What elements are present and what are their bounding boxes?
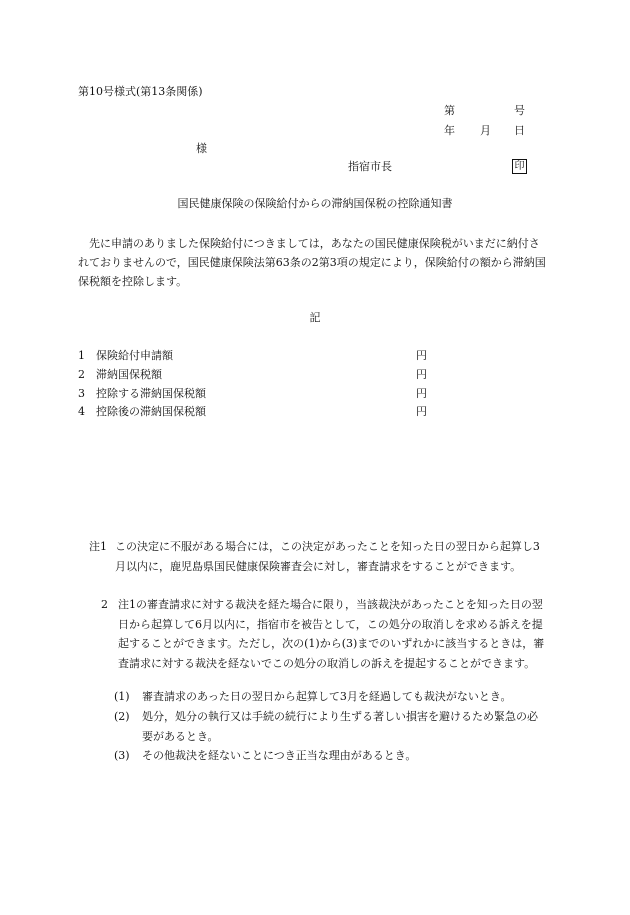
item-number: 2	[78, 368, 85, 381]
seal-glyph: 印	[512, 159, 527, 174]
body-paragraph: 先に申請のありました保険給付につきましては，あなたの国民健康保険税がいまだに納付されておりませんので，国民健康保険法第63条の2第3項の規定により，保険給付の額から滞納国保税額を控除します。	[78, 237, 546, 288]
sender-name: 指宿市長	[348, 160, 392, 173]
ki-heading: 記	[309, 311, 321, 324]
list-item	[78, 388, 438, 402]
item-unit: 円	[416, 349, 427, 362]
date-month: 月	[480, 124, 491, 137]
doc-number-suffix: 号	[514, 104, 525, 117]
item-label: 控除する滞納国保税額	[96, 387, 206, 400]
form-number: 第10号様式(第13条関係)	[78, 85, 203, 98]
sub-note-1-text: 審査請求のあった日の翌日から起算して3月を経過しても裁決がないとき。	[142, 690, 512, 703]
note-1-label: 注1	[89, 540, 107, 553]
seal-mark	[512, 159, 527, 174]
addressee-suffix: 様	[196, 142, 207, 155]
doc-number-prefix: 第	[444, 104, 455, 117]
note-2-text: 注1の審査請求に対する裁決を経た場合に限り，当該裁決があったことを知った日の翌日から起算して6月以内に，指宿市を被告として，この処分の取消しを求める訴えを提起することができます。ただし，次の(1)から(3)までのいずれかに該当するときは，審査請求に対する裁決を経ないでこの処分の取消しの訴えを提起することができます。	[118, 598, 545, 670]
item-unit: 円	[416, 387, 427, 400]
item-number: 3	[78, 387, 85, 400]
note-1-body: この決定に不服がある場合には，この決定があったことを知った日の翌日から起算し3月以内に，鹿児島県国民健康保険審査会に対し，審査請求をすることができます。	[115, 540, 540, 573]
note-2-label: 2	[101, 598, 108, 611]
note-1-text	[115, 537, 547, 576]
list-item	[78, 406, 438, 420]
sub-note-3-text: その他裁決を経ないことにつき正当な理由があるとき。	[142, 749, 417, 762]
item-unit: 円	[416, 405, 427, 418]
item-number: 1	[78, 349, 85, 362]
document-title: 国民健康保険の保険給付からの滞納国保税の控除通知書	[177, 197, 453, 210]
item-label: 滞納国保税額	[96, 368, 162, 381]
item-unit: 円	[416, 368, 427, 381]
item-number: 4	[78, 405, 85, 418]
sub-note-2-label: (2)	[114, 710, 130, 723]
item-label: 控除後の滞納国保税額	[96, 405, 206, 418]
list-item	[78, 350, 438, 364]
sub-note-2-text: 処分，処分の執行又は手続の続行により生ずる著しい損害を避けるため緊急の必要があるとき。	[142, 710, 538, 743]
date-day: 日	[514, 124, 525, 137]
sub-note-3-label: (3)	[114, 749, 130, 762]
date-year: 年	[444, 124, 455, 137]
list-item	[78, 369, 438, 383]
sub-note-1-label: (1)	[114, 690, 130, 703]
item-label: 保険給付申請額	[96, 349, 173, 362]
